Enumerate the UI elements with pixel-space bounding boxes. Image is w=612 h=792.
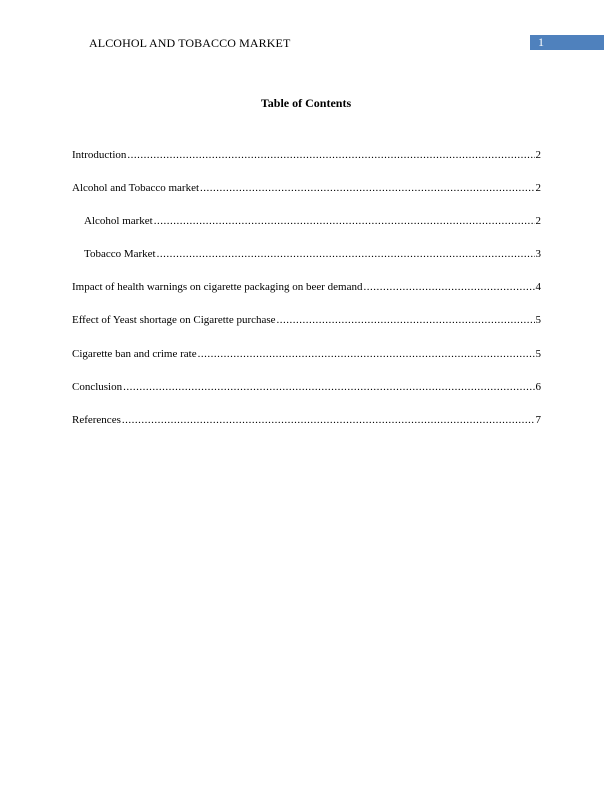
toc-entry-text: Alcohol market <box>84 215 153 228</box>
toc-entry-yeast-shortage-effect[interactable] <box>72 314 541 347</box>
toc-entry-text: Conclusion <box>72 380 123 393</box>
toc-entry-text: Impact of health warnings on cigarette packaging on beer demand <box>72 281 363 294</box>
toc-leader-dots <box>198 348 535 360</box>
toc-entry-health-warnings-impact[interactable] <box>72 281 541 314</box>
toc-entry-conclusion[interactable] <box>72 381 541 414</box>
toc-leader-dots <box>157 248 535 260</box>
toc-entry-tobacco-market[interactable] <box>72 248 541 281</box>
toc-leader-dots <box>277 314 535 326</box>
toc-entry-page: 4 <box>535 281 541 294</box>
table-of-contents <box>72 149 541 447</box>
toc-leader-dots <box>122 414 535 426</box>
toc-entry-text: Alcohol and Tobacco market <box>72 182 200 195</box>
toc-entry-page: 2 <box>535 149 541 161</box>
toc-entry-text: References <box>72 413 121 426</box>
toc-entry-page: 6 <box>535 380 541 393</box>
toc-entry-page: 5 <box>535 314 541 327</box>
toc-leader-dots <box>123 381 534 393</box>
toc-entry-page: 3 <box>535 248 541 261</box>
running-header-title: ALCOHOL AND TOBACCO MARKET <box>89 36 291 50</box>
page-number: 1 <box>538 35 544 49</box>
page-number-badge <box>530 35 604 50</box>
toc-entry-text: Tobacco Market <box>84 248 156 261</box>
toc-entry-alcohol-market[interactable] <box>72 215 541 248</box>
toc-entry-alcohol-and-tobacco-market[interactable] <box>72 182 541 215</box>
toc-entry-page: 2 <box>535 215 541 228</box>
toc-heading: Table of Contents <box>260 96 352 110</box>
toc-leader-dots <box>127 149 534 161</box>
toc-entry-text: Cigarette ban and crime rate <box>72 347 197 360</box>
toc-entry-page: 5 <box>535 347 541 360</box>
toc-leader-dots <box>154 215 535 227</box>
toc-entry-text: Effect of Yeast shortage on Cigarette purchase <box>72 314 276 327</box>
toc-entry-page: 7 <box>535 413 541 426</box>
toc-entry-references[interactable] <box>72 414 541 447</box>
toc-entry-introduction[interactable] <box>72 149 541 182</box>
toc-entry-cigarette-ban-crime[interactable] <box>72 348 541 381</box>
toc-entry-page: 2 <box>535 182 541 195</box>
toc-leader-dots <box>363 281 534 293</box>
toc-entry-text: Introduction <box>72 149 127 161</box>
toc-leader-dots <box>200 182 534 194</box>
